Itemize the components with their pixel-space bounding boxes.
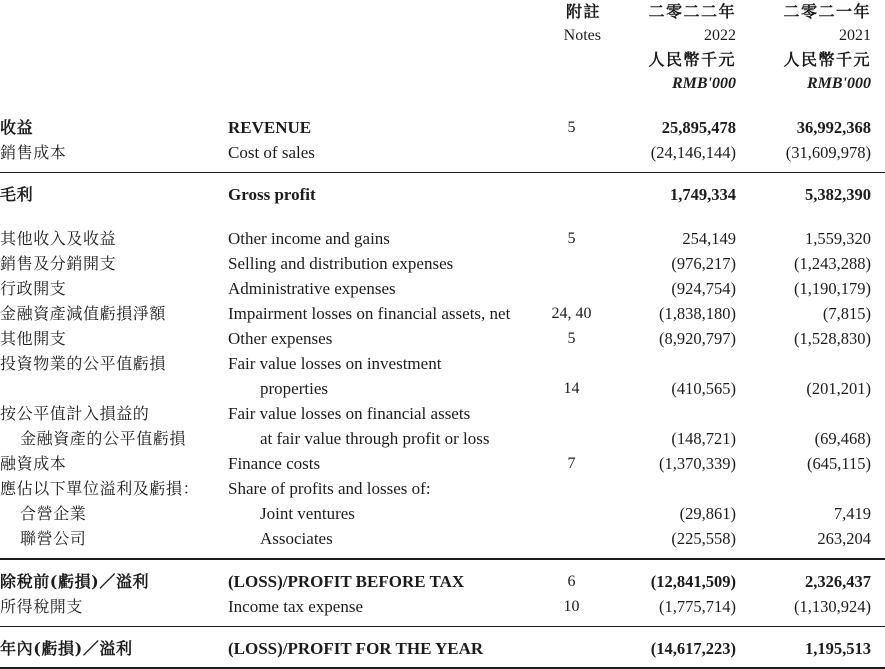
row-value-2021: (1,243,288) [794,254,871,274]
header-spacer-note-3 [540,48,615,72]
row-note: 5 [567,330,576,348]
row-value-2021: (31,609,978) [785,143,871,162]
row-value-2022: 25,895,478 [661,118,736,137]
horizontal-rule [0,667,885,668]
table-row [0,351,885,376]
row-note: 24, 40 [551,305,592,323]
header-2022-year-zh: 二零二二年 [648,2,736,21]
row-value-2022: (1,775,714) [659,596,736,616]
table-row [0,376,885,401]
row-value-2022: (225,558) [671,529,736,549]
row-label-zh: 除稅前(虧損)／溢利 [0,571,150,591]
header-row-year-en [0,24,885,48]
header-2021-currency-en: RMB'000 [806,75,871,92]
row-value-2022: (410,565) [671,379,736,399]
table-row [0,301,885,326]
row-label-en: Cost of sales [228,143,315,162]
row-value-2022: (29,861) [679,504,736,524]
row-label-zh: 其他收入及收益 [0,229,117,249]
row-label-zh: 毛利 [0,185,34,205]
header-spacer-zh-4 [0,72,228,96]
row-label-zh: 融資成本 [0,454,67,474]
header-row-currency-en [0,72,885,96]
row-value-2021: (1,130,924) [794,596,871,616]
row-label-zh: 投資物業的公平值虧損 [0,354,167,374]
row-label-zh: 按公平值計入損益的 [0,404,150,424]
row-note [540,426,615,451]
row-label-zh [0,376,228,401]
row-value-2022: (148,721) [671,429,736,449]
row-label-zh: 應佔以下單位溢利及虧損： [0,479,200,499]
header-2022-currency-zh: 人民幣千元 [648,50,736,69]
row-value-2021: 2,326,437 [805,571,871,591]
row-value-2021: 263,204 [817,529,871,549]
row-label-en: Other income and gains [228,229,390,249]
row-value-2022: (24,146,144) [650,143,736,162]
row-label-en: Gross profit [228,185,316,205]
row-label-zh: 合營企業 [20,504,87,524]
row-label-en: properties [260,379,328,399]
table-row [0,226,885,251]
spacer-before-rule-2 [0,551,885,558]
row-label-zh: 聯營公司 [20,529,87,549]
row-label-zh: 金融資產的公平值虧損 [20,429,187,449]
row-label-en: at fair value through profit or loss [260,429,490,449]
row-value-2021: (645,115) [806,454,871,474]
row-value-2021: (69,468) [814,429,871,449]
row-value-2022: (12,841,509) [650,571,736,591]
row-value-2021: 7,419 [833,504,871,524]
row-note [540,636,615,661]
row-label-en: REVENUE [228,118,312,137]
spacer-before-rule-3 [0,619,885,626]
table-row [0,140,885,165]
row-label-zh: 銷售成本 [0,143,67,162]
table-row [0,501,885,526]
row-label-en: Finance costs [228,454,321,474]
row-note [540,401,615,426]
row-label-en: Share of profits and losses of: [228,479,431,499]
header-row-currency-zh [0,48,885,72]
row-label-en: Selling and distribution expenses [228,254,454,274]
row-value-2022 [615,401,750,426]
row-value-2021: 1,559,320 [805,229,871,249]
row-note [540,182,615,207]
row-value-2021: (1,190,179) [794,279,871,299]
spacer-after-rule-1 [0,173,885,182]
row-label-zh: 其他開支 [0,329,67,349]
row-value-2022 [615,476,750,501]
header-spacer-zh-2 [0,24,228,48]
row-label-en: Impairment losses on financial assets, net [228,304,511,324]
table-row [0,426,885,451]
row-value-2021: 1,195,513 [805,639,871,659]
row-value-2022: (1,838,180) [659,304,736,324]
row-note: 5 [567,230,576,248]
row-value-2021: (1,528,830) [794,329,871,349]
row-label-en: Fair value losses on financial assets [228,404,471,424]
table-row [0,182,885,207]
row-label-zh: 金融資產減值虧損淨額 [0,304,167,324]
header-spacer-note-4 [540,72,615,96]
row-label-en: Associates [260,529,333,549]
row-label-en: Other expenses [228,329,333,349]
header-2021-year-zh: 二零二一年 [783,2,871,21]
spacer-after-gross-profit [0,207,885,226]
header-spacer-en-3 [228,48,540,72]
table-row [0,476,885,501]
row-value-2022: (14,617,223) [650,639,736,659]
table-row [0,569,885,594]
row-value-2021 [750,401,885,426]
row-note: 14 [563,380,580,398]
header-row-year-zh [0,0,885,24]
spacer-after-rule-3 [0,627,885,636]
row-note: 5 [567,119,576,136]
spacer-after-rule-2 [0,560,885,569]
spacer-after-header [0,96,885,115]
header-2021-currency-zh: 人民幣千元 [783,50,871,69]
table-row [0,326,885,351]
table-row [0,251,885,276]
spacer-before-rule-1 [0,165,885,172]
row-label-zh: 行政開支 [0,279,67,299]
row-value-2021: (201,201) [806,379,871,399]
header-2022-year-en: 2022 [704,27,736,44]
row-value-2022 [615,351,750,376]
header-notes-en: Notes [563,27,601,44]
row-value-2022: 254,149 [682,229,736,249]
row-label-en: Income tax expense [228,596,363,616]
row-label-en: Joint ventures [260,504,355,524]
header-spacer-zh [0,0,228,24]
row-label-zh: 所得稅開支 [0,596,84,616]
table-row [0,451,885,476]
row-label-en: Fair value losses on investment [228,354,442,374]
header-notes-zh: 附註 [565,2,601,21]
row-note [540,140,615,165]
header-spacer-en-4 [228,72,540,96]
row-note: 7 [567,455,576,473]
row-value-2021: (7,815) [822,304,871,324]
row-value-2022: (1,370,339) [659,454,736,474]
table-row [0,526,885,551]
row-label-en: (LOSS)/PROFIT FOR THE YEAR [228,639,484,659]
row-value-2021: 36,992,368 [796,118,871,137]
row-value-2022: (8,920,797) [659,329,736,349]
row-label-en: Administrative expenses [228,279,396,299]
table-row [0,636,885,661]
row-note [540,476,615,501]
header-2021-year-en: 2021 [839,27,871,44]
row-note: 6 [567,572,576,590]
row-value-2022: 1,749,334 [670,185,736,205]
header-spacer-zh-3 [0,48,228,72]
row-value-2021: 5,382,390 [805,185,871,205]
table-row [0,594,885,619]
row-label-zh: 銷售及分銷開支 [0,254,117,274]
header-spacer-en-2 [228,24,540,48]
row-label-zh: 年內(虧損)／溢利 [0,639,133,659]
header-spacer-en [228,0,540,24]
row-note [540,526,615,551]
table-row [0,276,885,301]
row-value-2022: (924,754) [671,279,736,299]
row-note [540,251,615,276]
row-value-2022: (976,217) [671,254,736,274]
row-note [540,501,615,526]
row-label-en: (LOSS)/PROFIT BEFORE TAX [228,571,465,591]
row-value-2021 [750,351,885,376]
row-value-2021 [750,476,885,501]
row-note: 10 [563,597,580,615]
divider-bottom [0,667,885,668]
row-note [540,276,615,301]
row-label-zh: 收益 [0,118,34,137]
table-row [0,401,885,426]
table-row [0,115,885,140]
header-2022-currency-en: RMB'000 [671,75,736,92]
row-note [540,351,615,376]
